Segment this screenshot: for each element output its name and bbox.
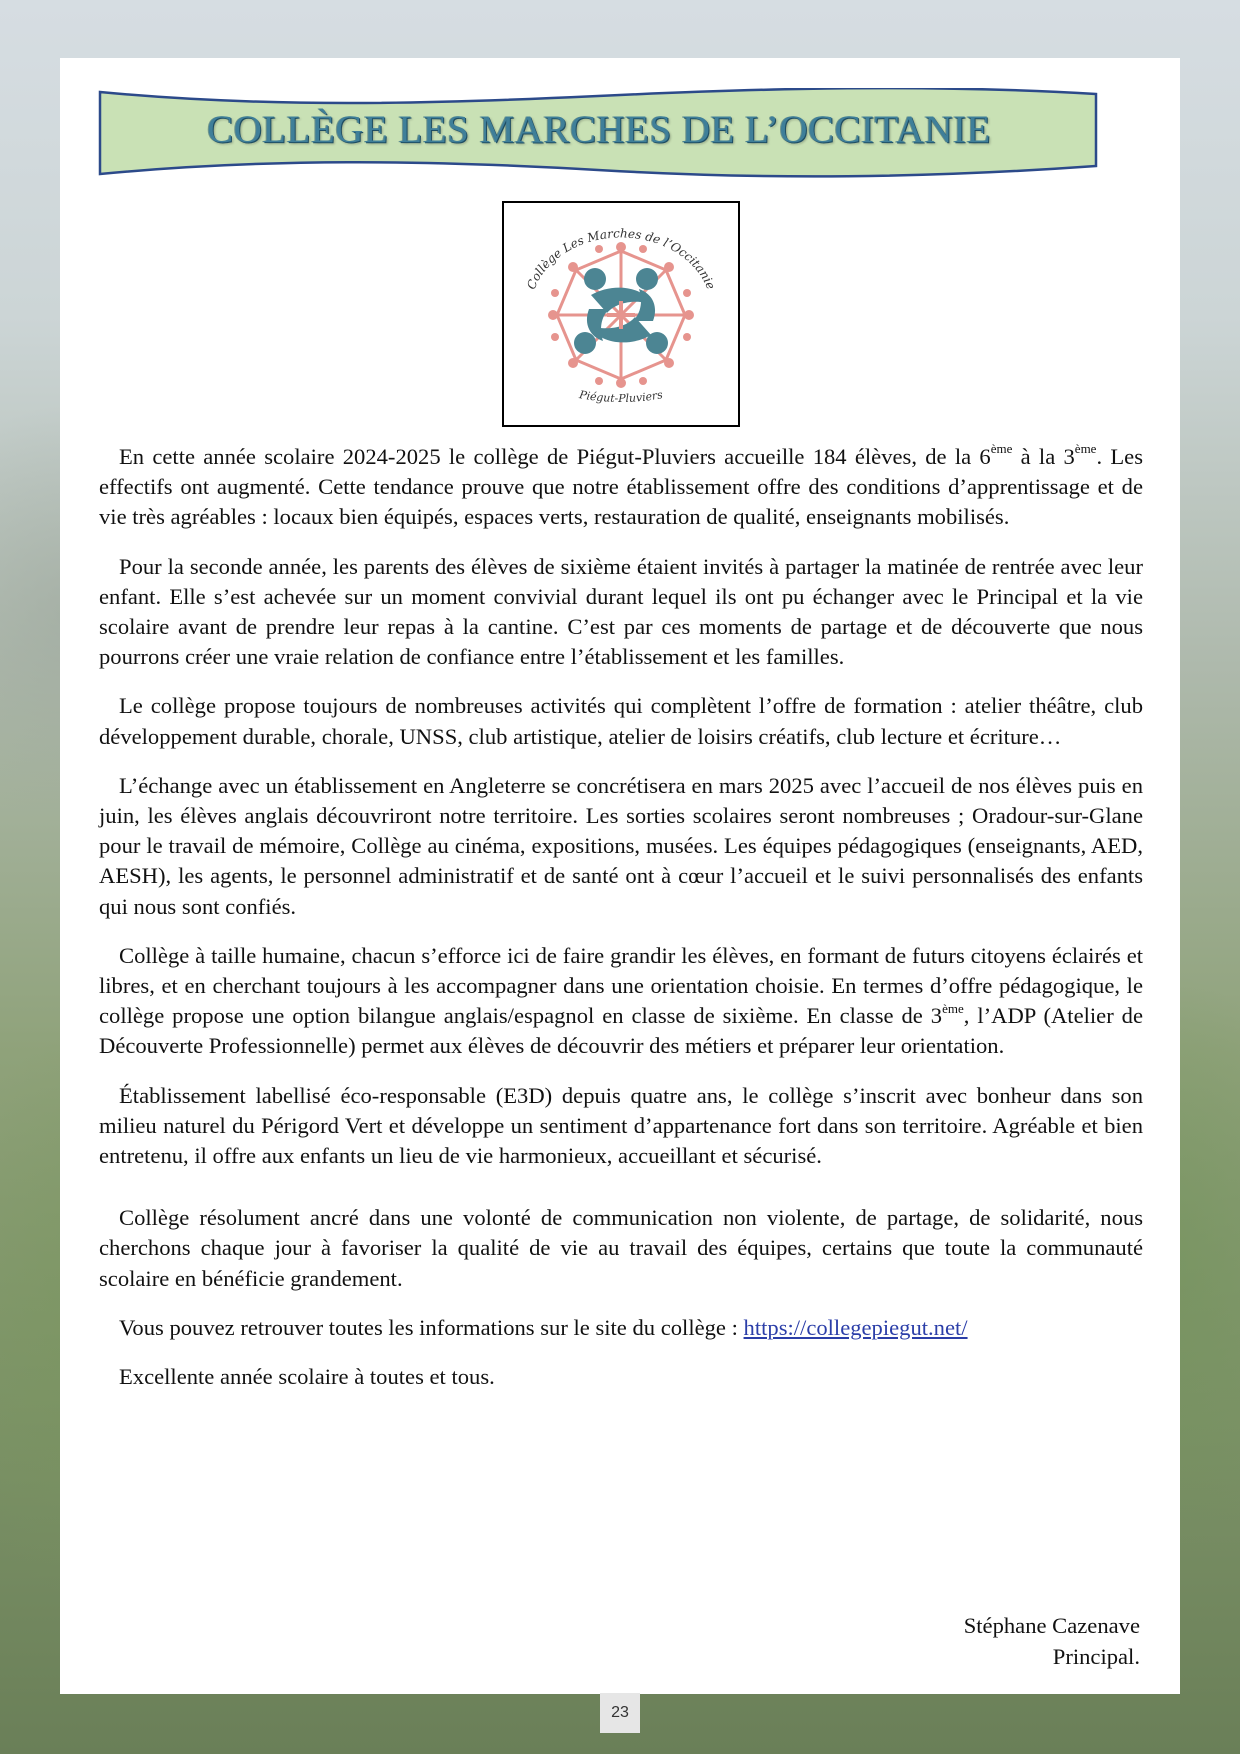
paragraph-enrolment: En cette année scolaire 2024-2025 le collège de Piégut-Pluviers accueille 184 élèves, de la 6ème à la 3ème. Les effectifs ont augmenté. Cette tendance prouve que notre établissement offre des conditions d’apprentissage et de vie très agréables : locaux bien équipés, espaces verts, restauration de qualité, enseignants mobilisés. — [99, 441, 1143, 530]
occitan-cross-logo-icon — [504, 203, 738, 425]
title-banner — [98, 88, 1100, 184]
paragraph-eco-label: Établissement labellisé éco-responsable (E3D) depuis quatre ans, le collège s’inscrit avec bonheur dans son milieu naturel du Périgord Vert et développe un sentiment d’appartenance fort dans son territoire. Agréable et bien entretenu, il offre aux enfants un lieu de vie harmonieux, accueillant et sécurisé. — [99, 1082, 1143, 1169]
document-page — [60, 58, 1180, 1694]
college-logo — [502, 201, 740, 427]
paragraph-exchange: L’échange avec un établissement en Angleterre se concrétisera en mars 2025 avec l’accueil de nos élèves puis en juin, les élèves anglais découvriront notre territoire. Les sorties scolaires seront nombreuses ; Oradour-sur-Glane pour le travail de mémoire, Collège au cinéma, expositions, musées. Les équipes pédagogiques (enseignants, AED, AESH), les agents, le personnel administratif et de santé ont à cœur l’accueil et le suivi personnalisés des enfants qui nous sont confiés. — [99, 772, 1143, 919]
paragraph-closing: Excellente année scolaire à toutes et tous. — [119, 1364, 495, 1390]
college-website-link[interactable]: https://collegepiegut.net/ — [743, 1314, 968, 1340]
page-number: 23 — [600, 1693, 640, 1733]
logo-bottom-text: Piégut-Pluviers — [578, 388, 664, 406]
page-title: COLLÈGE LES MARCHES DE L’OCCITANIE — [207, 108, 991, 151]
paragraph-rentree: Pour la seconde année, les parents des élèves de sixième étaient invités à partager la matinée de rentrée avec leur enfant. Elle s’est achevée sur un moment convivial durant lequel ils ont pu échanger avec le Principal et la vie scolaire avant de prendre leur repas à la cantine. C’est par ces moments de partage et de découverte que nous pourrons créer une vraie relation de confiance entre l’établissement et les familles. — [99, 553, 1143, 670]
logo-top-text: Collège Les Marches de l’Occitanie — [523, 226, 719, 292]
paragraph-website: Vous pouvez retrouver toutes les informations sur le site du collège : https://collegepiegut.net/ — [119, 1314, 968, 1340]
paragraph-communication: Collège résolument ancré dans une volonté de communication non violente, de partage, de solidarité, nous cherchons chaque jour à favoriser la qualité de vie au travail des équipes, certains que toute la communauté scolaire en bénéficie grandement. — [99, 1205, 1143, 1291]
signature-block — [964, 1610, 1140, 1672]
paragraph-orientation: Collège à taille humaine, chacun s’efforce ici de faire grandir les élèves, en formant de futurs citoyens éclairés et libres, et en cherchant toujours à les accompagner dans une orientation choisie. En termes d’offre pédagogique, le collège propose une option bilangue anglais/espagnol en classe de sixième. En classe de 3ème, l’ADP (Atelier de Découverte Professionnelle) permet aux élèves de découvrir des métiers et préparer leur orientation. — [99, 942, 1143, 1059]
signatory-name: Stéphane Cazenave — [963, 1613, 1140, 1638]
signatory-role: Principal. — [1052, 1644, 1140, 1669]
paragraph-activities: Le collège propose toujours de nombreuses activités qui complètent l’offre de formation : atelier théâtre, club développement durable, chorale, UNSS, club artistique, atelier de loisirs créatifs, club lecture et écriture… — [99, 693, 1143, 749]
letter-body — [99, 442, 1143, 1411]
